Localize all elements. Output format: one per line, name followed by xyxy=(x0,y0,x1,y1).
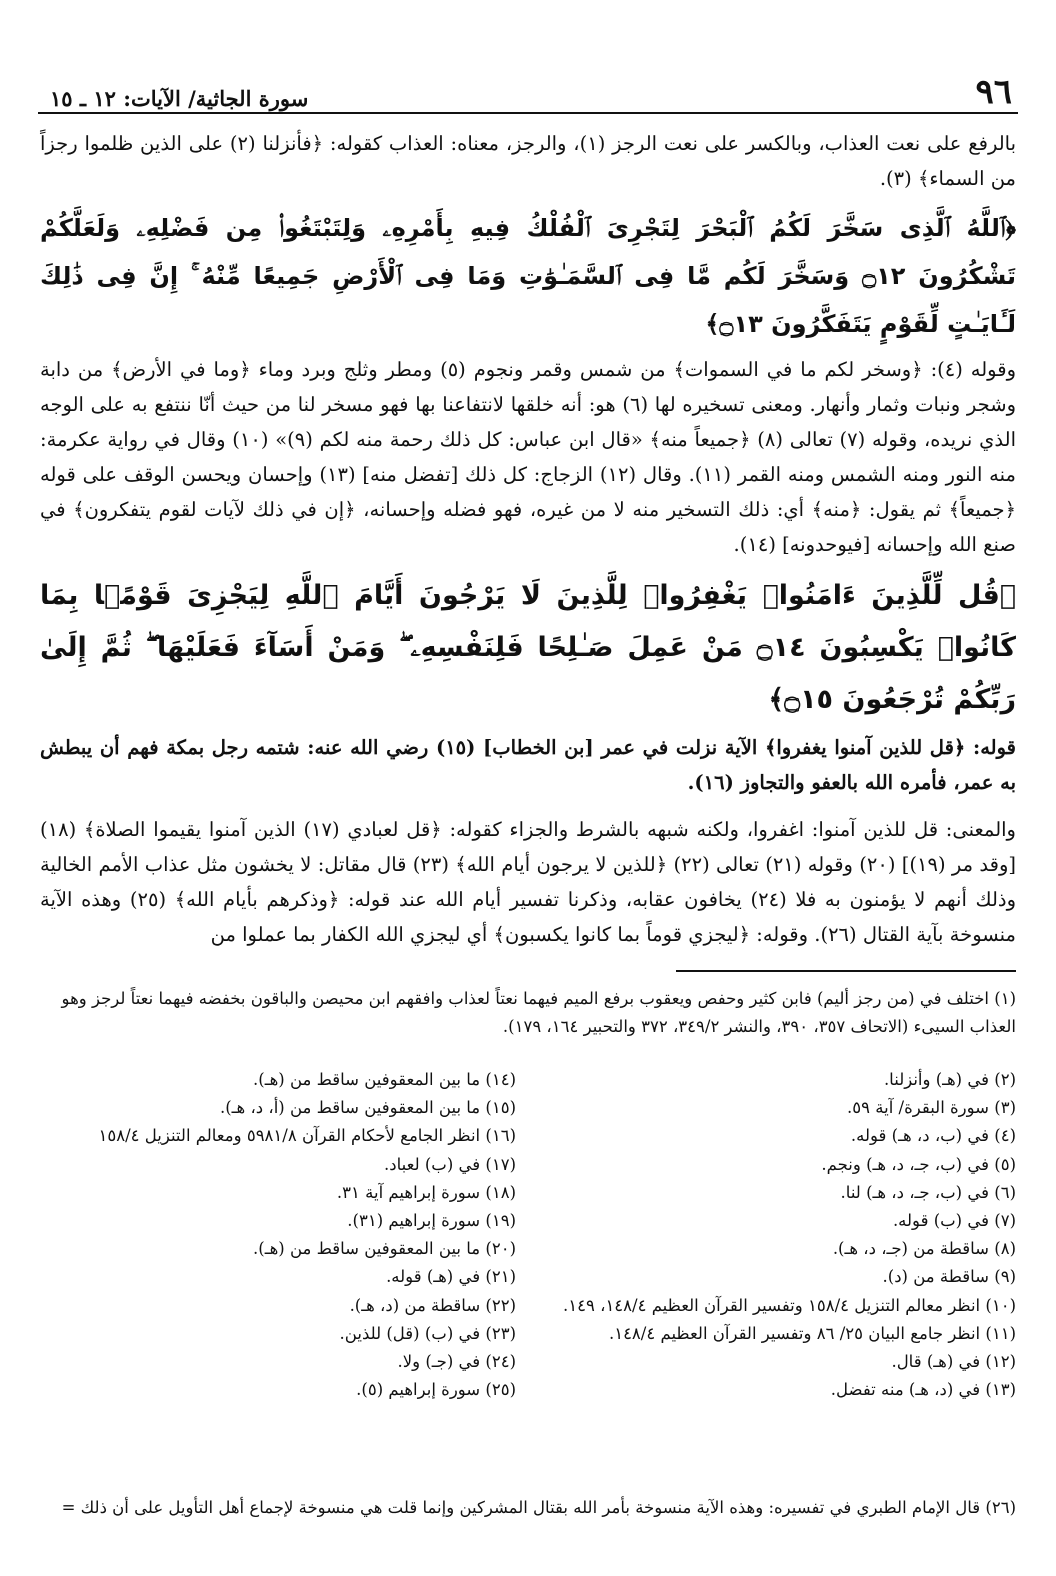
footnote-item: (١٣) في (د، هـ) منه تفضل. xyxy=(830,1380,1016,1400)
paragraph-1: بالرفع على نعت العذاب، وبالكسر على نعت الرجز (١)، والرجز، معناه: العذاب كقوله: ﴿فأنزلنا (٢) على الذين ظلموا رجزاً من السماء﴾ (٣). xyxy=(40,132,1017,190)
footnote-item: (٢) في (هـ) وأنزلنا. xyxy=(883,1070,1016,1089)
footnote-item: (١٩) سورة إبراهيم (٣١). xyxy=(347,1211,516,1231)
footnote-item: (٢٢) ساقطة من (د، هـ). xyxy=(349,1295,516,1315)
footnote-item: (٣) سورة البقرة/ آية ٥٩. xyxy=(847,1098,1016,1118)
footnote-item: (٢١) في (هـ) قوله. xyxy=(386,1267,516,1287)
footnotes-left-column xyxy=(36,1066,516,1404)
footnote-item: (١٢) في (هـ) قال. xyxy=(891,1352,1016,1372)
footnote-item: (١١) انظر جامع البيان ٢٥/ ٨٦ وتفسير القرآن العظيم ١٤٨/٤. xyxy=(608,1323,1016,1343)
footnotes-right-column xyxy=(546,1066,1016,1404)
main-text xyxy=(40,126,1016,952)
footnote-item: (٦) في (ب، جـ، د، هـ) لنا. xyxy=(840,1182,1016,1202)
footnote-item: (٤) في (ب، د، هـ) قوله. xyxy=(850,1126,1016,1146)
footnote-item: (٧) في (ب) قوله. xyxy=(892,1211,1016,1231)
footnote-item: (١٥) ما بين المعقوفين ساقط من (أ، د، هـ). xyxy=(219,1098,516,1118)
running-title: سورة الجاثية/ الآيات: ١٢ ـ ١٥ xyxy=(44,86,314,111)
footnote-1: (١) اختلف في (من رجز أليم) فابن كثير وحفص ويعقوب برفع الميم فيهما نعتاً لعذاب وافقهم ابن محيصن والباقون بخفضه فيهما نعتاً لرجز وهو العذاب السيىء (الاتحاف ٣٥٧، ٣٩٠، والنشر ٣٤٩/٢، ٣٧٢ والتحبير ١٦٤، ١٧٩). xyxy=(61,989,1016,1036)
paragraph-2: وقوله (٤): ﴿وسخر لكم ما في السموات﴾ من شمس وقمر ونجوم (٥) ومطر وثلج وبرد وماء ﴿وما في الأرض﴾ من دابة وشجر ونبات وثمار وأنهار. ومعنى تسخيره لها (٦) هو: أنه خلقها لانتفاعنا بها فهو مسخر لنا من حيث أنّا ننتفع به على الوجه الذي نريده، وقوله (٧) تعالى (٨) ﴿جميعاً منه﴾ «قال ابن عباس: كل ذلك رحمة منه لكم (٩)» (١٠) وقال في رواية عكرمة: منه النور ومنه الشمس ومنه القمر (١١). وقال (١٢) الزجاج: كل ذلك [تفضل منه] (١٣) وإحسان ويحسن الوقف على قوله ﴿جميعاً﴾ ثم يقول: ﴿منه﴾ أي: ذلك التسخير منه لا من غيره، فهو فضله وإحسانه، ﴿إن في ذلك لآيات لقوم يتفكرون﴾ في صنع الله وإحسانه [فيوحدونه] (١٤). xyxy=(40,358,1016,556)
quran-verses-14-15: ﴿قُل لِّلَّذِينَ ءَامَنُوا۟ يَغْفِرُوا۟ لِلَّذِينَ لَا يَرْجُونَ أَيَّامَ ٱللَّهِ لِيَجْزِىَ قَوْمًۢا بِمَا كَانُوا۟ يَكْسِبُونَ ۝١٤ مَنْ عَمِلَ صَـٰلِحًا فَلِنَفْسِهِۦ ۖ وَمَنْ أَسَآءَ فَعَلَيْهَا ۖ ثُمَّ إِلَىٰ رَبِّكُمْ تُرْجَعُونَ ۝١٥﴾ xyxy=(40,580,1016,715)
footnote-item: (١٨) سورة إبراهيم آية ٣١. xyxy=(336,1182,516,1202)
footnote-item: (٢٣) في (ب) (قل) للذين. xyxy=(339,1323,516,1343)
footnote-item: (١٧) في (ب) لعباد. xyxy=(384,1154,516,1174)
footnote-item: (١٦) انظر الجامع لأحكام القرآن ٥٩٨١/٨ ومعالم التنزيل ١٥٨/٤ xyxy=(98,1126,516,1146)
footnote-item: (٩) ساقطة من (د). xyxy=(882,1267,1016,1287)
header-rule xyxy=(38,112,1018,114)
footnote-26: (٢٦) قال الإمام الطبري في تفسيره: وهذه الآية منسوخة بأمر الله بقتال المشركين وإنما قلت هي منسوخة لإجماع أهل التأويل على أن ذلك = xyxy=(61,1498,1016,1517)
footnote-item: (١٤) ما بين المعقوفين ساقط من (هـ). xyxy=(253,1070,516,1089)
page-header xyxy=(38,72,1018,114)
footnote-item: (٢٠) ما بين المعقوفين ساقط من (هـ). xyxy=(253,1239,516,1259)
footnote-item: (١٠) انظر معالم التنزيل ١٥٨/٤ وتفسير القرآن العظيم ١٤٨/٤، ١٤٩. xyxy=(563,1295,1016,1315)
footnote-item: (٥) في (ب، جـ، د، هـ) ونجم. xyxy=(821,1154,1016,1174)
page-number: ٩٦ xyxy=(975,72,1012,112)
footnote-columns xyxy=(30,1066,1016,1466)
footnote-item: (٨) ساقطة من (جـ، د، هـ). xyxy=(832,1239,1016,1259)
paragraph-4: والمعنى: قل للذين آمنوا: اغفروا، ولكنه شبهه بالشرط والجزاء كقوله: ﴿قل لعبادي (١٧) الذين آمنوا يقيموا الصلاة﴾ (١٨) [وقد مر (١٩)] (٢٠) وقوله (٢١) تعالى (٢٢) ﴿للذين لا يرجون أيام الله﴾ (٢٣) قال مقاتل: لا يخشون مثل عذاب الأمم الخالية وذلك أنهم لا يؤمنون به فلا (٢٤) يخافون عقابه، وذكرنا تفسير أيام الله عند قوله: ﴿وذكرهم بأيام الله﴾ (٢٥) وهذه الآية منسوخة بآية القتال (٢٦). وقوله: ﴿ليجزي قوماً بما كانوا يكسبون﴾ أي ليجزي الله الكفار بما عملوا من xyxy=(40,818,1017,946)
footnote-item: (٢٥) سورة إبراهيم (٥). xyxy=(356,1380,516,1400)
paragraph-3: قوله: ﴿قل للذين آمنوا يغفروا﴾ الآية نزلت في عمر [بن الخطاب] (١٥) رضي الله عنه: شتمه رجل بمكة فهم أن يبطش به عمر، فأمره الله بالعفو والتجاوز (١٦). xyxy=(40,736,1016,794)
footnote-separator xyxy=(676,970,1016,972)
footnote-item: (٢٤) في (جـ) ولا. xyxy=(397,1352,516,1372)
quran-verses-12-13: ﴿ٱللَّهُ ٱلَّذِى سَخَّرَ لَكُمُ ٱلْبَحْرَ لِتَجْرِىَ ٱلْفُلْكُ فِيهِ بِأَمْرِهِۦ وَلِتَبْتَغُوا۟ مِن فَضْلِهِۦ وَلَعَلَّكُمْ تَشْكُرُونَ ۝١٢ وَسَخَّرَ لَكُم مَّا فِى ٱلسَّمَـٰوَٰتِ وَمَا فِى ٱلْأَرْضِ جَمِيعًا مِّنْهُ ۚ إِنَّ فِى ذَٰلِكَ لَـَٔايَـٰتٍ لِّقَوْمٍ يَتَفَكَّرُونَ ۝١٣﴾ xyxy=(40,214,1017,338)
